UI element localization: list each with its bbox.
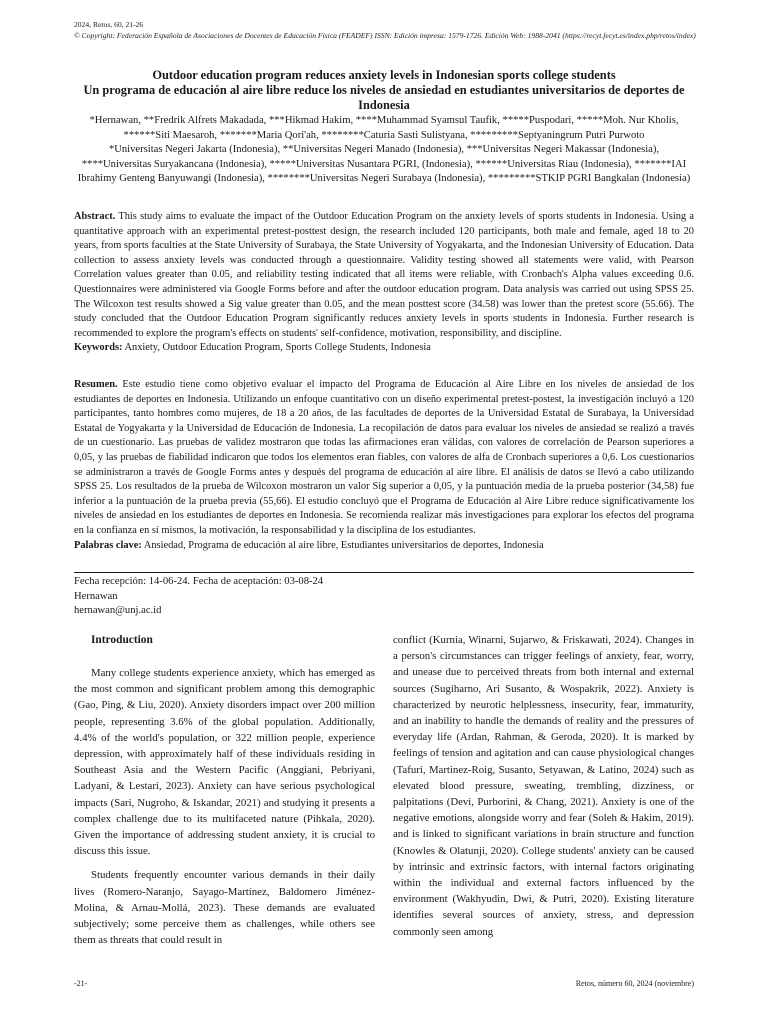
journal-footer: Retos, número 60, 2024 (noviembre)	[575, 979, 694, 988]
abstract-text: This study aims to evaluate the impact of the Outdoor Education Program on the anxiety levels of sports students in Indonesia. Using a quantitative approach with an experimental pretest-posttest design, the research included 120 participants, both male and female, aged 18 to 20 years, from sports faculties at the State University of Surabaya, the State University of Yogyakarta, and the Indonesian University of Education. Data collection to assess anxiety levels was conducted through a questionnaire. Validity testing showed all statements were valid, with Pearson Correlation values greater than 0.05, and reliability testing indicated that all items were reliable, with Cronbach's Alpha values exceeding 0.6. Questionnaires were administered via Google Forms before and after the outdoor education program. Data analysis was carried out using SPSS 25. The Wilcoxon test results showed a Sig value greater than 0.05, and the mean posttest score (34.58) was lower than the pretest score (55.66). The study concluded that the Outdoor Education Program significantly reduces anxiety levels in sports students in Indonesia. Further research is recommended to explore the program's effects on students' self-confidence, motivation, responsibility, and discipline.	[74, 211, 694, 339]
citation: 2024, Retos, 60, 21-26	[74, 20, 144, 29]
palabras-clave-text: Ansiedad, Programa de educación al aire libre, Estudiantes universitarios de deportes, Indonesia	[143, 539, 544, 551]
keywords-label: Keywords:	[74, 342, 123, 354]
section-heading-introduction: Introduction	[91, 634, 153, 646]
body-paragraph: conflict (Kurnia, Winarni, Sujarwo, & Friskawati, 2024). Changes in a person's circumstances can trigger feelings of anxiety, fear, worry, and unease due to perceived threats from both internal and external sources (Sugiharno, Ari Susanto, & Wospakrik, 2022). Anxiety is characterized by neurotic helplessness, insecurity, fear, immaturity, and an inability to handle the demands of reality and the pressures of everyday life (Ardan, Rahman, & Geroda, 2020). It is marked by feelings of tension and agitation and can cause physiological changes (Tafuri, Martinez-Roig, Susanto, Setyawan, & Latino, 2024) such as elevated blood pressure, sweating, trembling, dizziness, or palpitations (Devi, Purborini, & Chang, 2021). Anxiety is one of the negative emotions, alongside worry and fear (Soleh & Hakim, 2019). and is linked to significant variations in brain structure and function (Knowles & Olatunji, 2020). College students' anxiety can be caused by intrinsic and extrinsic factors, with internal factors originating within the individual and external factors influenced by the environment (Wakhyudin, Dwi, & Putri, 2020). Existing literature identifies several sources of anxiety, stress, and depression commonly seen among	[393, 634, 694, 938]
resumen-section	[74, 378, 694, 553]
copyright-notice: © Copyright: Federación Española de Asociaciones de Docentes de Educación Física (FEADEF) ISSN: Edición impresa: 1579-1726. Edición Web: 1988-2041 (https://recyt.fecyt.es/index.php/retos/index)	[74, 31, 696, 40]
resumen-label: Resumen.	[74, 379, 118, 390]
article-title	[74, 68, 694, 113]
running-header	[74, 19, 696, 41]
palabras-clave-label: Palabras clave:	[74, 539, 142, 551]
body-paragraph: Students frequently encounter various demands in their daily lives (Romero-Naranjo, Sayago-Martínez, Baldomero Jiménez-Molina, & Arnau-Mollá, 2023). These demands are evaluated subjectively; some perceive them as challenges, while others see them as threats that could result in	[74, 869, 375, 947]
section-divider	[74, 572, 694, 573]
author-email: hernawan@unj.ac.id	[74, 605, 162, 617]
submission-dates: Fecha recepción: 14-06-24. Fecha de aceptación: 03-08-24	[74, 576, 324, 587]
page-number: -21-	[74, 979, 88, 988]
title-spanish: Un programa de educación al aire libre reduce los niveles de ansiedad en estudiantes universitarios de deportes de Indonesia	[83, 83, 685, 112]
title-english: Outdoor education program reduces anxiety levels in Indonesian sports college students	[152, 68, 616, 82]
affiliation-list: *Universitas Negeri Jakarta (Indonesia), **Universitas Negeri Manado (Indonesia), ***Universitas Negeri Makassar (Indonesia), ****Universitas Suryakancana (Indonesia), *****Universitas Nusantara PGRI, (Indonesia), ******Universitas Riau (Indonesia), *******IAI Ibrahimy Genteng Banyuwangi (Indonesia), ********Universitas Negeri Surabaya (Indonesia), *********STKIP PGRI Bangkalan (Indonesia)	[77, 144, 691, 185]
author-block	[74, 114, 694, 187]
keywords-text: Anxiety, Outdoor Education Program, Sports College Students, Indonesia	[124, 342, 431, 354]
author-list: *Hernawan, **Fredrik Alfrets Makadada, ***Hikmad Hakim, ****Muhammad Syamsul Taufik, *****Puspodari, *****Moh. Nur Kholis, ******Siti Maesaroh, *******Maria Qori'ah, ********Caturia Sasti Sulistyana, *********Septyaningrum Putri Purwoto	[89, 115, 679, 141]
correspondence-block	[74, 575, 323, 619]
body-column-right	[393, 632, 694, 940]
resumen-text: Este estudio tiene como objetivo evaluar el impacto del Programa de Educación al Aire Libre en los niveles de ansiedad de los estudiantes de deportes en Indonesia. Utilizando un enfoque cuantitativo con un diseño experimental pretest-postest, la investigación incluyó a 120 participantes, tanto hombres como mujeres, de 18 a 20 años, de las facultades de deportes de la Universidad Estatal de Surabaya, la Universidad Estatal de Yogyakarta y la Universidad de Educación de Indonesia. La recopilación de datos para evaluar los niveles de ansiedad se realizó a través de un cuestionario. Las pruebas de validez mostraron que todas las afirmaciones eran válidas, con valores de correlación de Pearson superiores a 0,05, y las pruebas de fiabilidad indicaron que todos los elementos eran fiables, con valores de alfa de Cronbach superiores a 0,6. Los cuestionarios se administraron a través de Google Forms antes y después del programa de educación al aire libre. El análisis de datos se llevó a cabo utilizando SPSS 25. Los resultados de la prueba de Wilcoxon mostraron un valor Sig superior a 0,05, y la puntuación media de la prueba posterior (34,58) fue inferior a la puntuación de la prueba previa (55,66). El estudio concluyó que el Programa de Educación al Aire Libre reduce significativamente los niveles de ansiedad en los estudiantes de deportes en Indonesia. Se recomienda realizar más investigaciones para explorar los efectos del programa en la confianza en sí mismos, la motivación, la responsabilidad y la disciplina de los estudiantes.	[74, 379, 694, 536]
body-column-left	[74, 632, 375, 948]
body-paragraph: Many college students experience anxiety, which has emerged as the most common and significant problem among this demographic (Gao, Ping, & Liu, 2020). Anxiety disorders impact over 200 million people, representing 3.6% of the global population. Additionally, 4.4% of the world's population, or 322 million people, experience depression, with approximately half of these individuals residing in Southeast Asia and the Western Pacific (Anggiani, Pebriyani, Ladyani, & Lestari, 2023). Anxiety can have serious psychological impacts (Sari, Nugroho, & Iskandar, 2021) and studying it presents a complex challenge due to its multifaceted nature (Pihkala, 2020). Given the importance of addressing student anxiety, it is crucial to discuss this issue.	[74, 667, 375, 858]
abstract-section	[74, 210, 694, 356]
abstract-label: Abstract.	[74, 211, 116, 222]
corresponding-author: Hernawan	[74, 590, 118, 602]
